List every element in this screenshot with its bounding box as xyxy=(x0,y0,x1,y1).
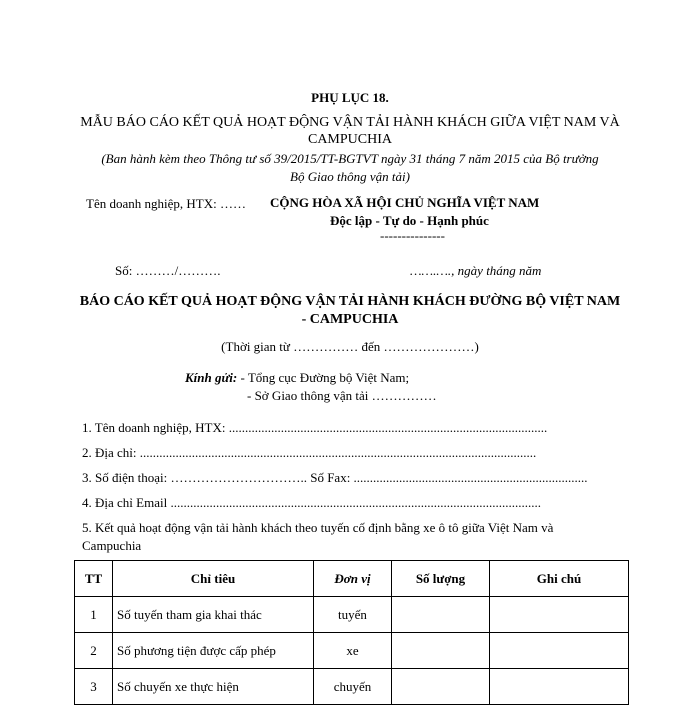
issued-note-line-1: (Ban hành kèm theo Thông tư số 39/2015/TT-BGTVT ngày 31 tháng 7 năm 2015 của Bộ trưởng xyxy=(101,151,599,166)
recipient-2: - Sở Giao thông vận tải …………… xyxy=(247,388,437,403)
row-indicator: Số phương tiện được cấp phép xyxy=(113,633,314,669)
table-row xyxy=(75,669,629,705)
row-number: 2 xyxy=(75,633,113,669)
field-company-name: 1. Tên doanh nghiệp, HTX: .................................................................................................. xyxy=(82,420,548,435)
row-notes[interactable] xyxy=(490,669,629,705)
row-quantity[interactable] xyxy=(392,669,490,705)
row-quantity[interactable] xyxy=(392,597,490,633)
row-notes[interactable] xyxy=(490,597,629,633)
report-title-line-1: BÁO CÁO KẾT QUẢ HOẠT ĐỘNG VẬN TẢI HÀNH KHÁCH ĐƯỜNG BỘ VIỆT NAM xyxy=(79,294,621,309)
header-indicator: Chỉ tiêu xyxy=(113,561,314,597)
field-email: 4. Địa chỉ Email .................................................................................................................. xyxy=(82,495,541,510)
row-unit: xe xyxy=(314,633,392,669)
document-date: …….…., ngày tháng năm xyxy=(410,263,542,278)
row-indicator: Số tuyến tham gia khai thác xyxy=(113,597,314,633)
recipient-1: - Tổng cục Đường bộ Việt Nam; xyxy=(237,370,410,385)
table-row xyxy=(75,633,629,669)
recipients-label: Kính gửi: xyxy=(185,370,238,385)
header-tt: TT xyxy=(75,561,113,597)
company-label: Tên doanh nghiệp, HTX: …… xyxy=(86,196,246,211)
nation-title: CỘNG HÒA XÃ HỘI CHỦ NGHĨA VIỆT NAM xyxy=(270,195,540,210)
form-title-line-2: CAMPUCHIA xyxy=(307,132,392,147)
header-notes: Ghi chú xyxy=(490,561,629,597)
row-notes[interactable] xyxy=(490,633,629,669)
row-indicator: Số chuyến xe thực hiện xyxy=(113,669,314,705)
section-5-line-2: Campuchia xyxy=(82,538,142,553)
report-period: (Thời gian từ …………… đến …………………) xyxy=(221,339,479,354)
document-number: Số: ………/………. xyxy=(115,263,221,278)
recipients-line-1 xyxy=(185,370,409,386)
motto: Độc lập - Tự do - Hạnh phúc xyxy=(330,213,489,228)
field-address: 2. Địa chỉ: .......................................................................................................................... xyxy=(82,445,537,460)
table-row xyxy=(75,597,629,633)
field-phone-fax: 3. Số điện thoại: ………………………….. Số Fax: ........................................................................ xyxy=(82,470,588,485)
issued-note-line-2: Bộ Giao thông vận tải) xyxy=(290,169,410,184)
form-title-line-1: MẪU BÁO CÁO KẾT QUẢ HOẠT ĐỘNG VẬN TẢI HÀNH KHÁCH GIỮA VIỆT NAM VÀ xyxy=(80,115,620,130)
header-quantity: Số lượng xyxy=(392,561,490,597)
section-5-line-1: 5. Kết quả hoạt động vận tải hành khách theo tuyến cố định bằng xe ô tô giữa Việt Nam và xyxy=(82,520,554,535)
table-header-row xyxy=(75,561,629,597)
row-number: 1 xyxy=(75,597,113,633)
appendix-title: PHỤ LỤC 18. xyxy=(311,90,389,105)
results-table xyxy=(74,560,629,705)
header-unit: Đơn vị xyxy=(314,561,392,597)
motto-underline: --------------- xyxy=(380,228,445,243)
row-unit: tuyến xyxy=(314,597,392,633)
row-unit: chuyến xyxy=(314,669,392,705)
report-title-line-2: - CAMPUCHIA xyxy=(301,312,399,327)
row-number: 3 xyxy=(75,669,113,705)
row-quantity[interactable] xyxy=(392,633,490,669)
